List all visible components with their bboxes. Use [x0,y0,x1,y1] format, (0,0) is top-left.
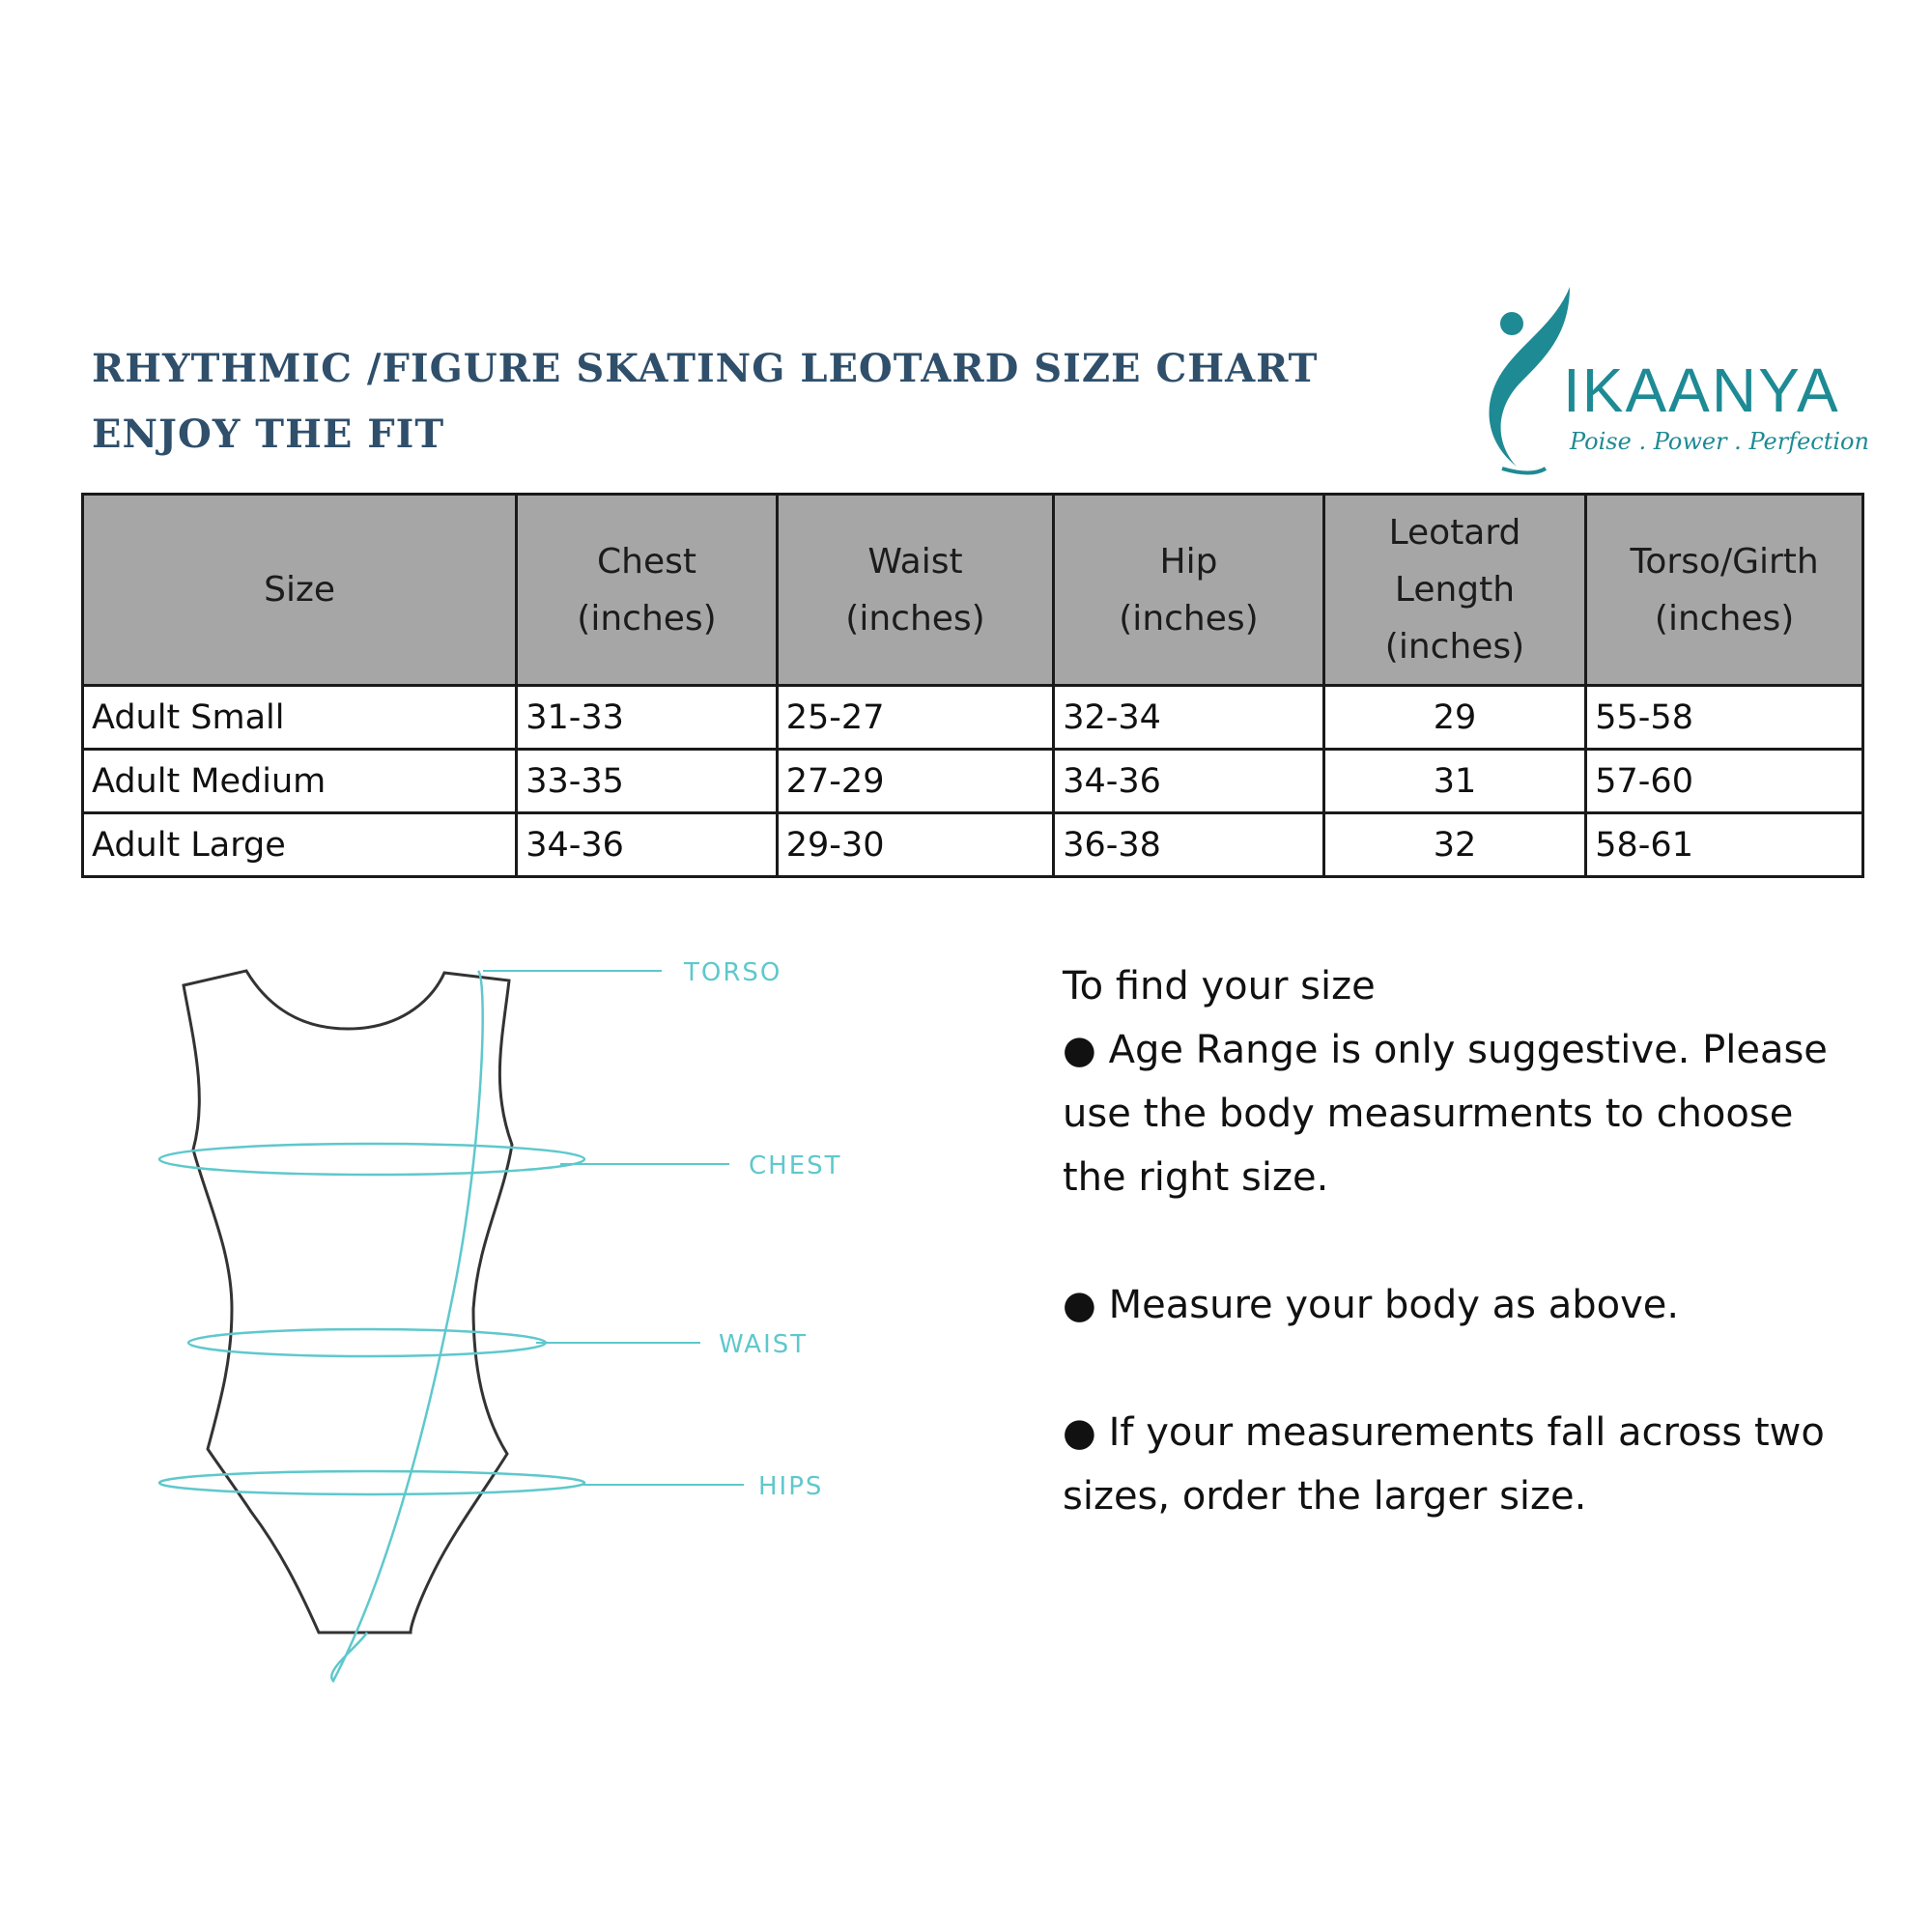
torso-label: TORSO [684,958,782,987]
header-hip: Hip (inches) [1054,495,1324,686]
leotard-outline [184,971,512,1633]
cell-size: Adult Small [83,686,517,750]
chest-label: CHEST [749,1151,842,1180]
page-subtitle: ENJOY THE FIT [92,412,445,457]
cell-size: Adult Large [83,813,517,877]
chest-measure-ellipse [159,1144,584,1175]
cell-size: Adult Medium [83,750,517,813]
hips-measure-ellipse [159,1471,584,1494]
bullet-age-range-line1: ● Age Range is only suggestive. Please [1063,1028,1828,1072]
cell-torso-girth: 58-61 [1586,813,1863,877]
instructions-heading: To find your size [1063,964,1376,1009]
header-chest: Chest (inches) [517,495,778,686]
waist-label: WAIST [719,1330,809,1359]
spacer [1063,1337,1893,1401]
cell-chest: 31-33 [517,686,778,750]
cell-chest: 34-36 [517,813,778,877]
size-instructions [1063,954,1893,1528]
header-waist: Waist (inches) [777,495,1053,686]
torso-measure-line [331,971,482,1681]
cell-leotard-length: 29 [1323,686,1586,750]
cell-waist: 27-29 [777,750,1053,813]
cell-chest: 33-35 [517,750,778,813]
ikaanya-logo [1463,285,1869,478]
cell-hip: 34-36 [1054,750,1324,813]
cell-leotard-length: 31 [1323,750,1586,813]
cell-waist: 25-27 [777,686,1053,750]
cell-hip: 36-38 [1054,813,1324,877]
header-leotard-length: Leotard Length (inches) [1323,495,1586,686]
table-row [83,750,1863,813]
cell-torso-girth: 57-60 [1586,750,1863,813]
bullet-order-larger-line2: sizes, order the larger size. [1063,1474,1587,1519]
bullet-age-range-line2: use the body measurments to choose [1063,1092,1794,1136]
header-torso-girth: Torso/Girth (inches) [1586,495,1863,686]
size-chart-table [81,493,1864,878]
waist-measure-ellipse [188,1329,546,1356]
logo-tagline: Poise . Power . Perfection [1570,428,1869,455]
table-row [83,686,1863,750]
table-row [83,813,1863,877]
cell-waist: 29-30 [777,813,1053,877]
cell-torso-girth: 55-58 [1586,686,1863,750]
table-header-row [83,495,1863,686]
page-title: RHYTHMIC /FIGURE SKATING LEOTARD SIZE CHART [92,346,1319,391]
hips-label: HIPS [758,1472,824,1501]
bullet-order-larger-line1: ● If your measurements fall across two [1063,1410,1825,1455]
header-size: Size [83,495,517,686]
logo-wordmark: IKAANYA [1563,355,1840,425]
measurement-diagram [126,952,860,1709]
bullet-measure: ● Measure your body as above. [1063,1283,1680,1327]
bullet-age-range-line3: the right size. [1063,1155,1329,1200]
cell-hip: 32-34 [1054,686,1324,750]
leotard-diagram-icon [126,952,860,1705]
title-block [92,336,1318,468]
spacer [1063,1209,1893,1273]
cell-leotard-length: 32 [1323,813,1586,877]
